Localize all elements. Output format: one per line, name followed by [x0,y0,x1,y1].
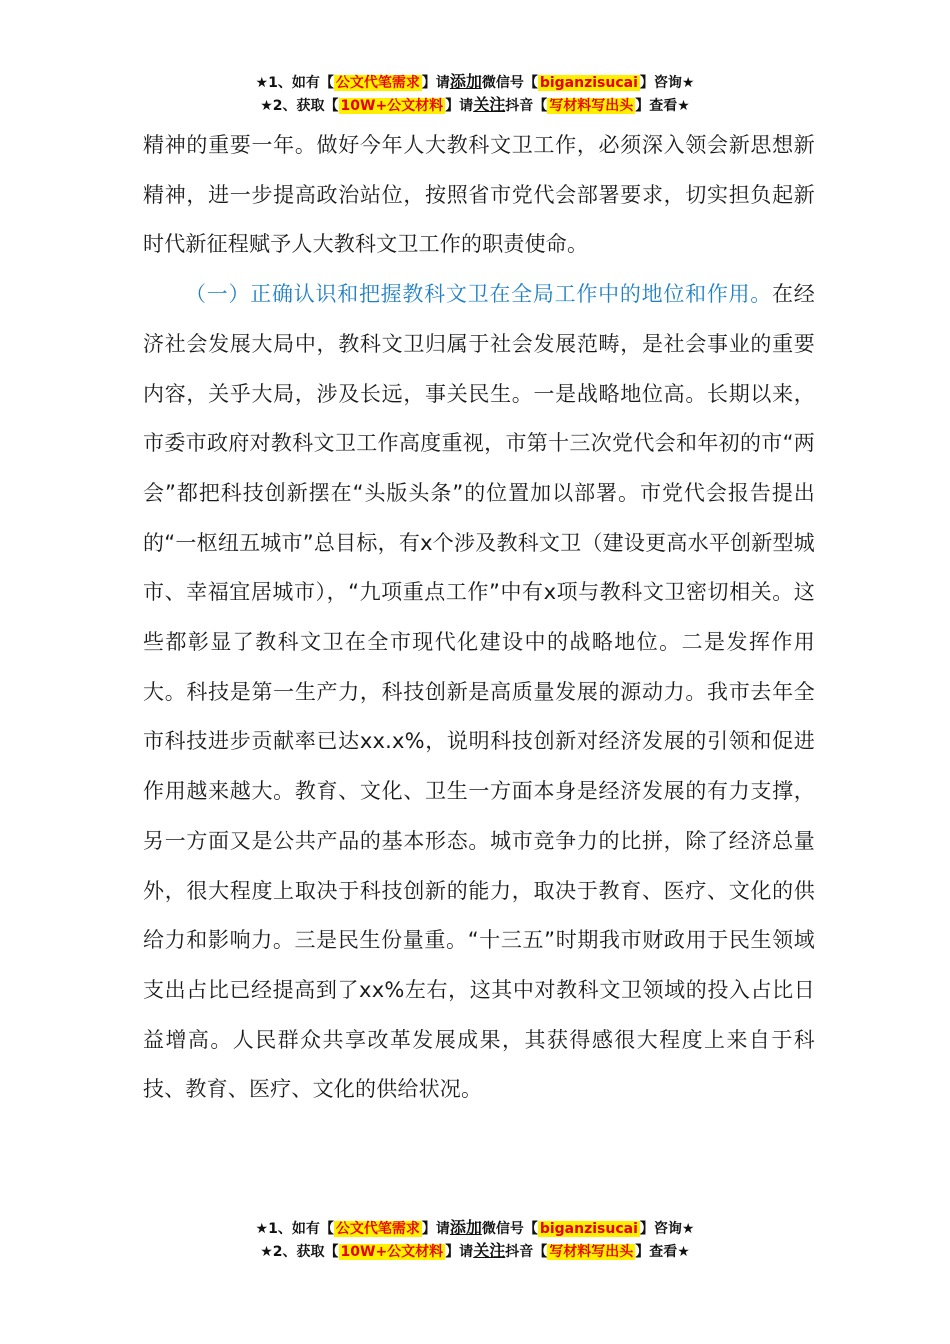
highlight-wechat-id: biganzisucai [539,1221,638,1237]
highlight-service: 公文代笔需求 [335,1221,420,1237]
highlight-douyin-account: 写材料写出头 [549,98,634,114]
paragraph-2-text: 在经济社会发展大局中，教科文卫归属于社会发展范畴，是社会事业的重要内容，关乎大局，涉及长远，事关民生。一是战略地位高。长期以来，市委市政府对教科文卫工作高度重视，市第十三次党代会和年初的市“两会”都把科技创新摆在“头版头条”的位置加以部署。市党代会报告提出的“一枢纽五城市”总目标，有x个涉及教科文卫（建设更高水平创新型城市、幸福宜居城市），“九项重点工作”中有x项与教科文卫密切相关。这些都彰显了教科文卫在全市现代化建设中的战略地位。二是发挥作用大。科技是第一生产力，科技创新是高质量发展的源动力。我市去年全市科技进步贡献率已达xx.x%，说明科技创新对经济发展的引领和促进作用越来越大。教育、文化、卫生一方面本身是经济发展的有力支撑，另一方面又是公共产品的基本形态。城市竞争力的比拼，除了经济总量外，很大程度上取决于科技创新的能力，取决于教育、医疗、文化的供给力和影响力。三是民生份量重。“十三五”时期我市财政用于民生领域支出占比已经提高到了xx%左右，这其中对教科文卫领域的投入占比日益增高。人民群众共享改革发展成果，其获得感很大程度上来自于科技、教育、医疗、文化的供给状况。 [143,282,815,1102]
highlight-wechat-id: biganzisucai [539,75,638,91]
highlight-materials: 10W+公文材料 [340,1244,444,1260]
promo-line-2: ★2、获取【 10W+公文材料 】请关注抖音【 写材料写出头 】查看★ [260,1241,690,1260]
promo-line-1: ★1、如有【 公文代笔需求 】请添加微信号【 biganzisucai 】咨询★ [255,72,695,91]
section-heading: （一）正确认识和把握教科文卫在全局工作中的地位和作用。 [185,282,773,307]
highlight-materials: 10W+公文材料 [340,98,444,114]
promo-line-2: ★2、获取【 10W+公文材料 】请关注抖音【 写材料写出头 】查看★ [260,95,690,114]
document-body [143,121,815,1115]
promo-header [0,71,950,117]
highlight-service: 公文代笔需求 [335,75,420,91]
highlight-douyin-account: 写材料写出头 [549,1244,634,1260]
promo-footer [0,1217,950,1263]
paragraph-2 [143,270,815,1115]
paragraph-1: 精神的重要一年。做好今年人大教科文卫工作，必须深入领会新思想新精神，进一步提高政治站位，按照省市党代会部署要求，切实担负起新时代新征程赋予人大教科文卫工作的职责使命。 [143,133,815,257]
promo-line-1: ★1、如有【 公文代笔需求 】请添加微信号【 biganzisucai 】咨询★ [255,1218,695,1237]
